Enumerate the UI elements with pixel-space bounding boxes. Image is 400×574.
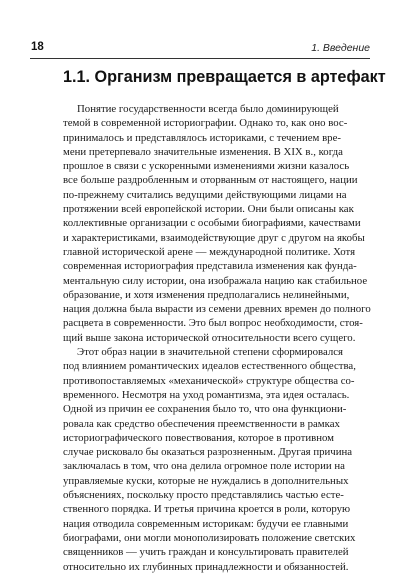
text-line: биографами, они могли монополизировать положение светских bbox=[63, 531, 356, 544]
text-line: нация отводила современным историкам: будучи ее главными bbox=[63, 517, 349, 530]
text-line: случае рисковало бы оказаться разрозненным. Другая причина bbox=[63, 446, 353, 459]
text-line: временного. Несмотря на уход романтизма, эта идея осталась. bbox=[63, 388, 350, 401]
text-line: Одной из причин ее сохранения было то, что она функциони- bbox=[63, 403, 347, 416]
text-line: противопоставляемых «механической» структуре общества со- bbox=[63, 374, 355, 387]
paragraph-1 bbox=[63, 102, 371, 345]
text-line: расцвета в современности. Это был вопрос необходимости, стоя- bbox=[63, 317, 363, 330]
text-line: Этот образ нации в значительной степени сформировался bbox=[77, 346, 343, 359]
text-line: заключалась в том, что она делила огромное поле истории на bbox=[63, 460, 345, 473]
body-text bbox=[63, 102, 371, 574]
text-line: щий выше закона исторической относительности всего сущего. bbox=[63, 331, 356, 344]
text-line: по-прежнему считались ведущими действующими лицами на bbox=[63, 188, 347, 201]
running-head bbox=[30, 41, 370, 57]
text-line: принималось и представлялось историками, с течением вре- bbox=[63, 131, 341, 144]
text-line: современная историография представила изменения как фунда- bbox=[63, 260, 357, 273]
page-number: 18 bbox=[31, 41, 44, 53]
section-title: 1.1. Организм превращается в артефакт bbox=[63, 68, 386, 86]
text-line: прошлое в связи с ускоренными изменениями жизни казалось bbox=[63, 160, 350, 173]
chapter-reference: 1. Введение bbox=[311, 42, 370, 54]
text-line: историографического повествования, которое в противном bbox=[63, 431, 334, 444]
text-line: главной исторической арене — международной политике. Хотя bbox=[63, 245, 356, 258]
text-line: ментальную силу истории, она изображала нацию как стабильное bbox=[63, 274, 368, 287]
header-rule bbox=[30, 58, 370, 59]
text-line: протяжении всей европейской истории. Они были описаны как bbox=[63, 203, 354, 216]
text-line: темой в современной историографии. Однако то, как оно вос- bbox=[63, 117, 348, 130]
paragraph-2 bbox=[63, 345, 371, 574]
text-line: Понятие государственности всегда было доминирующей bbox=[77, 103, 339, 115]
text-line: ровала как средство обеспечения преемственности в рамках bbox=[63, 417, 340, 430]
text-line: управляемые куски, которые не нуждались в дополнительных bbox=[63, 474, 349, 487]
text-line: образование, и хотя изменения предполагались нелинейными, bbox=[63, 288, 350, 301]
text-line: нация должна была вырасти из семени древних времен до полного bbox=[63, 303, 371, 316]
text-line: все больше раздробленным и оторванным от настоящего, нации bbox=[63, 174, 358, 187]
text-line: ственного порядка. И третья причина кроется в роли, которую bbox=[63, 503, 351, 516]
text-line: и характеристиками, взаимодействующие друг с другом на якобы bbox=[63, 231, 365, 244]
text-line: мени претерпевало значительные изменения. В XIX в., когда bbox=[63, 145, 343, 158]
text-line: коллективные организации с особыми биографиями, качествами bbox=[63, 217, 361, 230]
text-line: относительно их глубинных принадлежности и обязанностей. bbox=[63, 560, 349, 573]
text-line: объяснениях, поскольку просто представлялись частью есте- bbox=[63, 489, 344, 502]
text-line: под влиянием романтических идеалов естественного общества, bbox=[63, 360, 356, 373]
text-line: священников — учить граждан и консультировать правителей bbox=[63, 546, 349, 559]
